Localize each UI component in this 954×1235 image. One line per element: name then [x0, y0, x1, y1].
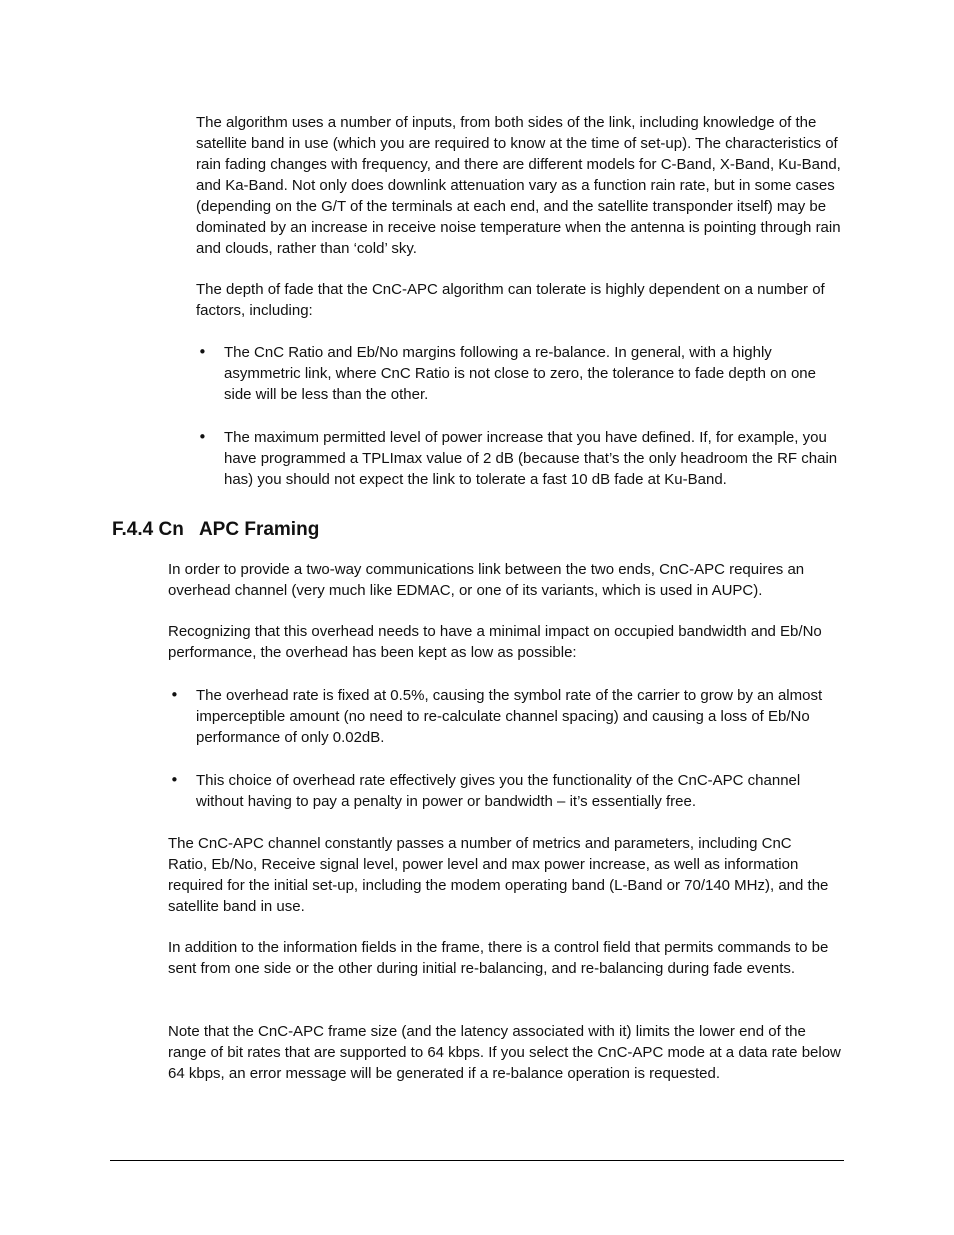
bullet-marker: • [170, 771, 179, 789]
bullet-marker: • [198, 428, 207, 446]
paragraph-channel-metrics: The CnC-APC channel constantly passes a number of metrics and parameters, including CnC Ratio, Eb/No, Receive signal level, power level and max power increase, as well as information required for the initial set-up, including the modem operating band (L-Band or 70/140 MHz), and the satellite band in use. [168, 835, 829, 915]
paragraph-algorithm-inputs: The algorithm uses a number of inputs, from both sides of the link, including knowledge of the satellite band in use (which you are required to know at the time of set-up). The characteristics of rain fading changes with frequency, and there are different models for C-Band, X-Band, Ku-Band, and Ka-Band. Not only does downlink attenuation vary as a function rain rate, but in some cases (depending on the G/T of the terminals at each end, and the satellite transponder itself) may be dominated by an increase in receive noise temperature when the antenna is pointing through rain and clouds, rather than ‘cold’ sky. [196, 114, 841, 257]
section-heading [112, 518, 319, 542]
list-item-cnc-ratio: The CnC Ratio and Eb/No margins following a re-balance. In general, with a highly asymmetric link, where CnC Ratio is not close to zero, the tolerance to fade depth on one side will be less than the other. [224, 344, 816, 403]
list-item-max-power: The maximum permitted level of power increase that you have defined. If, for example, you have programmed a TPLImax value of 2 dB (because that’s the only headroom the RF chain has) you should not expect the link to tolerate a fast 10 dB fade at Ku-Band. [224, 429, 838, 488]
bullet-marker: • [170, 686, 179, 704]
paragraph-frame-size: Note that the CnC-APC frame size (and the latency associated with it) limits the lower end of the range of bit rates that are supported to 64 kbps. If you select the CnC-APC mode at a data rate below 64 kbps, an error message will be generated if a re-balance operation is requested. [168, 1023, 841, 1082]
bullet-marker: • [198, 343, 207, 361]
paragraph-control-field: In addition to the information fields in the frame, there is a control field that permits commands to be sent from one side or the other during initial re-balancing, and re-balancing during fade events. [168, 939, 829, 977]
section-title-part1: Cn [158, 519, 184, 540]
list-item-overhead-choice: This choice of overhead rate effectively gives you the functionality of the CnC-APC channel without having to pay a penalty in power or bandwidth – it’s essentially free. [196, 772, 801, 810]
paragraph-minimal-impact: Recognizing that this overhead needs to have a minimal impact on occupied bandwidth and Eb/No performance, the overhead has been kept as low as possible: [168, 623, 822, 661]
footer-divider [110, 1160, 844, 1161]
paragraph-overhead-channel: In order to provide a two-way communications link between the two ends, CnC-APC requires an overhead channel (very much like EDMAC, or one of its variants, which is used in AUPC). [168, 561, 805, 599]
list-item-overhead-rate: The overhead rate is fixed at 0.5%, causing the symbol rate of the carrier to grow by an almost imperceptible amount (no need to re-calculate channel spacing) and causing a loss of Eb/No performance of only 0.02dB. [196, 687, 823, 746]
section-number: F.4.4 [112, 519, 154, 540]
section-title-part2: APC Framing [198, 519, 320, 540]
paragraph-fade-depth: The depth of fade that the CnC-APC algorithm can tolerate is highly dependent on a number of factors, including: [196, 281, 825, 319]
